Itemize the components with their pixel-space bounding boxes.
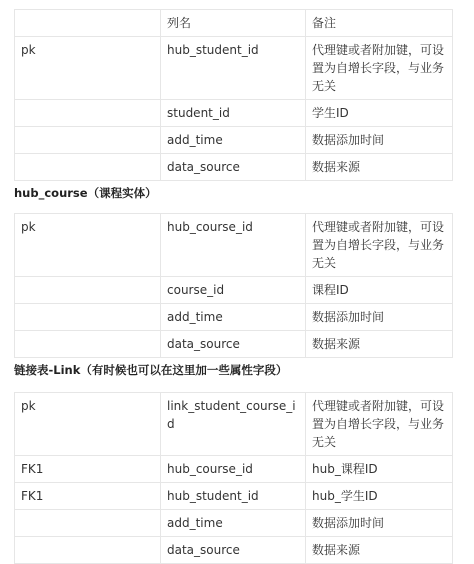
cell-remark: 数据添加时间: [306, 127, 453, 154]
cell-remark: 数据来源: [306, 154, 453, 181]
cell-key: [15, 537, 161, 564]
table-row: [15, 100, 453, 127]
section-subtitle: （有时候也可以在这里加一些属性字段）: [80, 363, 288, 377]
cell-column-name: data_source: [161, 154, 306, 181]
hub-student-table: [14, 9, 453, 181]
table-row: [15, 456, 453, 483]
header-cell-remark: 备注: [306, 10, 453, 37]
table-row: [15, 483, 453, 510]
cell-key: pk: [15, 214, 161, 277]
header-cell-key: [15, 10, 161, 37]
cell-remark: 代理键或者附加键，可设置为自增长字段，与业务无关: [306, 37, 453, 100]
cell-column-name: data_source: [161, 537, 306, 564]
cell-remark: 数据来源: [306, 537, 453, 564]
cell-key: [15, 100, 161, 127]
cell-column-name: link_student_course_id: [161, 393, 306, 456]
table-row: [15, 127, 453, 154]
cell-key: [15, 277, 161, 304]
cell-key: [15, 127, 161, 154]
table-row: [15, 393, 453, 456]
cell-column-name: hub_student_id: [161, 483, 306, 510]
cell-key: [15, 304, 161, 331]
cell-column-name: student_id: [161, 100, 306, 127]
cell-column-name: course_id: [161, 277, 306, 304]
section-heading-hub-course: [14, 185, 157, 201]
table-header-row: [15, 10, 453, 37]
cell-column-name: hub_course_id: [161, 214, 306, 277]
hub-course-table: [14, 213, 453, 358]
cell-key: pk: [15, 37, 161, 100]
cell-remark: 学生ID: [306, 100, 453, 127]
cell-remark: 数据来源: [306, 331, 453, 358]
cell-key: FK1: [15, 456, 161, 483]
cell-remark: hub_学生ID: [306, 483, 453, 510]
cell-column-name: add_time: [161, 510, 306, 537]
section-title: 链接表-Link: [14, 363, 81, 377]
table-row: [15, 510, 453, 537]
cell-remark: 代理键或者附加键，可设置为自增长字段，与业务无关: [306, 214, 453, 277]
table-row: [15, 277, 453, 304]
cell-key: FK1: [15, 483, 161, 510]
cell-column-name: data_source: [161, 331, 306, 358]
cell-key: [15, 510, 161, 537]
section-subtitle: （课程实体）: [87, 186, 157, 200]
cell-key: [15, 154, 161, 181]
cell-key: pk: [15, 393, 161, 456]
table-row: [15, 537, 453, 564]
cell-remark: hub_课程ID: [306, 456, 453, 483]
link-student-course-table: [14, 392, 453, 564]
cell-column-name: hub_student_id: [161, 37, 306, 100]
cell-key: [15, 331, 161, 358]
table-row: [15, 214, 453, 277]
table-row: [15, 154, 453, 181]
header-cell-column-name: 列名: [161, 10, 306, 37]
cell-column-name: add_time: [161, 127, 306, 154]
table-row: [15, 304, 453, 331]
cell-remark: 数据添加时间: [306, 510, 453, 537]
table-row: [15, 37, 453, 100]
section-title: hub_course: [14, 186, 88, 200]
cell-column-name: hub_course_id: [161, 456, 306, 483]
cell-remark: 数据添加时间: [306, 304, 453, 331]
cell-remark: 代理键或者附加键，可设置为自增长字段，与业务无关: [306, 393, 453, 456]
section-heading-link-table: [14, 362, 287, 378]
cell-column-name: add_time: [161, 304, 306, 331]
table-row: [15, 331, 453, 358]
cell-remark: 课程ID: [306, 277, 453, 304]
